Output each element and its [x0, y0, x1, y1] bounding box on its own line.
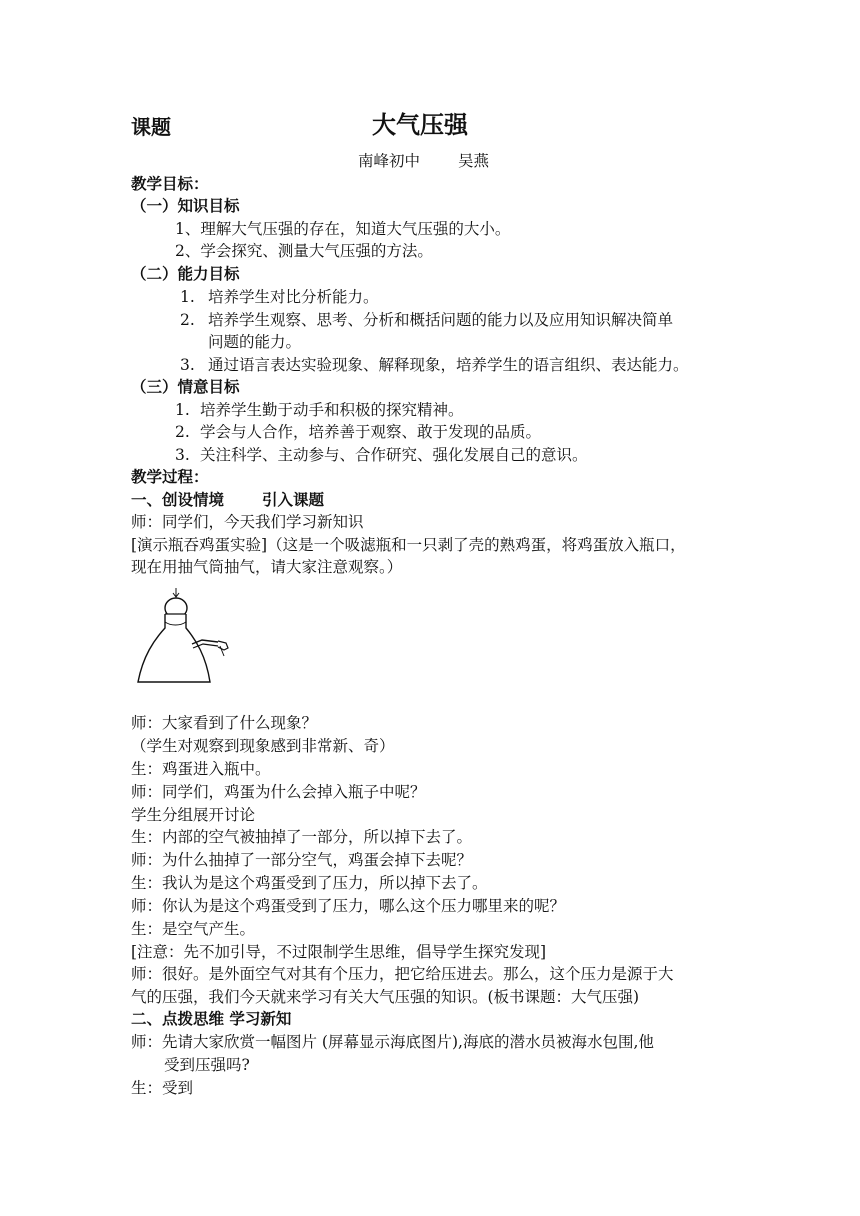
- emotion-item-text: 培养学生勤于动手和积极的探究精神。: [200, 401, 464, 419]
- dialogue-line: [注意：先不加引导，不过限制学生思维，倡导学生探究发现]: [131, 943, 547, 961]
- ability-item-cont: 问题的能力。: [208, 333, 302, 351]
- objectives-heading: 教学目标：: [131, 175, 209, 193]
- emotion-item-num: 2.: [175, 423, 190, 441]
- knowledge-heading: （一）知识目标: [131, 197, 240, 215]
- ability-item-num: 1.: [180, 288, 195, 306]
- ability-item-text: 培养学生对比分析能力。: [208, 288, 379, 306]
- title-label: 课题: [131, 115, 171, 139]
- dialogue-line: 受到压强吗?: [164, 1056, 250, 1074]
- section1-heading: 一、创设情境: [131, 491, 225, 509]
- dialogue-line: 生：我认为是这个鸡蛋受到了压力，所以掉下去了。: [131, 874, 488, 892]
- section2-heading: 二、点拨思维 学习新知: [131, 1010, 292, 1028]
- ability-item-text: 培养学生观察、思考、分析和概括问题的能力以及应用知识解决简单: [208, 311, 674, 329]
- dialogue-line: 生：受到: [131, 1079, 194, 1097]
- dialogue-line: 师：同学们，今天我们学习新知识: [131, 513, 364, 531]
- dialogue-line: 师：为什么抽掉了一部分空气，鸡蛋会掉下去呢？: [131, 851, 473, 869]
- dialogue-line: 生：鸡蛋进入瓶中。: [131, 760, 271, 778]
- flask-egg-illustration: [136, 586, 236, 688]
- dialogue-line: 师：很好。是外面空气对其有个压力，把它给压进去。那么，这个压力是源于大: [131, 965, 674, 983]
- school-name: 南峰初中: [358, 152, 421, 170]
- dialogue-line: 师：你认为是这个鸡蛋受到了压力，哪么这个压力哪里来的呢？: [131, 897, 566, 915]
- knowledge-item: 2、学会探究、测量大气压强的方法。: [175, 242, 433, 260]
- page-title: 大气压强: [372, 111, 468, 139]
- dialogue-line: 气的压强，我们今天就来学习有关大气压强的知识。(板书课题：大气压强): [131, 988, 640, 1006]
- ability-item-num: 2.: [180, 311, 195, 329]
- emotion-heading: （三）情意目标: [131, 378, 240, 396]
- dialogue-line: [演示瓶吞鸡蛋实验]（这是一个吸滤瓶和一只剥了壳的熟鸡蛋，将鸡蛋放入瓶口，: [131, 536, 686, 554]
- process-heading: 教学过程：: [131, 468, 209, 486]
- ability-item-text: 通过语言表达实验现象、解释现象，培养学生的语言组织、表达能力。: [208, 356, 689, 374]
- dialogue-line: 现在用抽气筒抽气，请大家注意观察。）: [131, 558, 403, 576]
- emotion-item-text: 关注科学、主动参与、合作研究、强化发展自己的意识。: [200, 446, 588, 464]
- dialogue-line: 学生分组展开讨论: [131, 806, 256, 824]
- dialogue-line: （学生对观察到现象感到非常新、奇）: [131, 737, 395, 755]
- knowledge-item: 1、理解大气压强的存在，知道大气压强的大小。: [175, 220, 511, 238]
- dialogue-line: 生：内部的空气被抽掉了一部分，所以掉下去了。: [131, 828, 473, 846]
- emotion-item-num: 1.: [175, 401, 190, 419]
- dialogue-line: 师：先请大家欣赏一幅图片 (屏幕显示海底图片),海底的潜水员被海水包围,他: [131, 1033, 654, 1051]
- ability-item-num: 3.: [180, 356, 195, 374]
- ability-heading: （二）能力目标: [131, 265, 240, 283]
- section1-heading-2: 引入课题: [262, 491, 325, 509]
- dialogue-line: 生：是空气产生。: [131, 920, 256, 938]
- dialogue-line: 师：大家看到了什么现象？: [131, 714, 318, 732]
- author-name: 吴燕: [458, 152, 490, 170]
- emotion-item-text: 学会与人合作，培养善于观察、敢于发现的品质。: [200, 423, 542, 441]
- dialogue-line: 师：同学们，鸡蛋为什么会掉入瓶子中呢？: [131, 783, 426, 801]
- emotion-item-num: 3.: [175, 446, 190, 464]
